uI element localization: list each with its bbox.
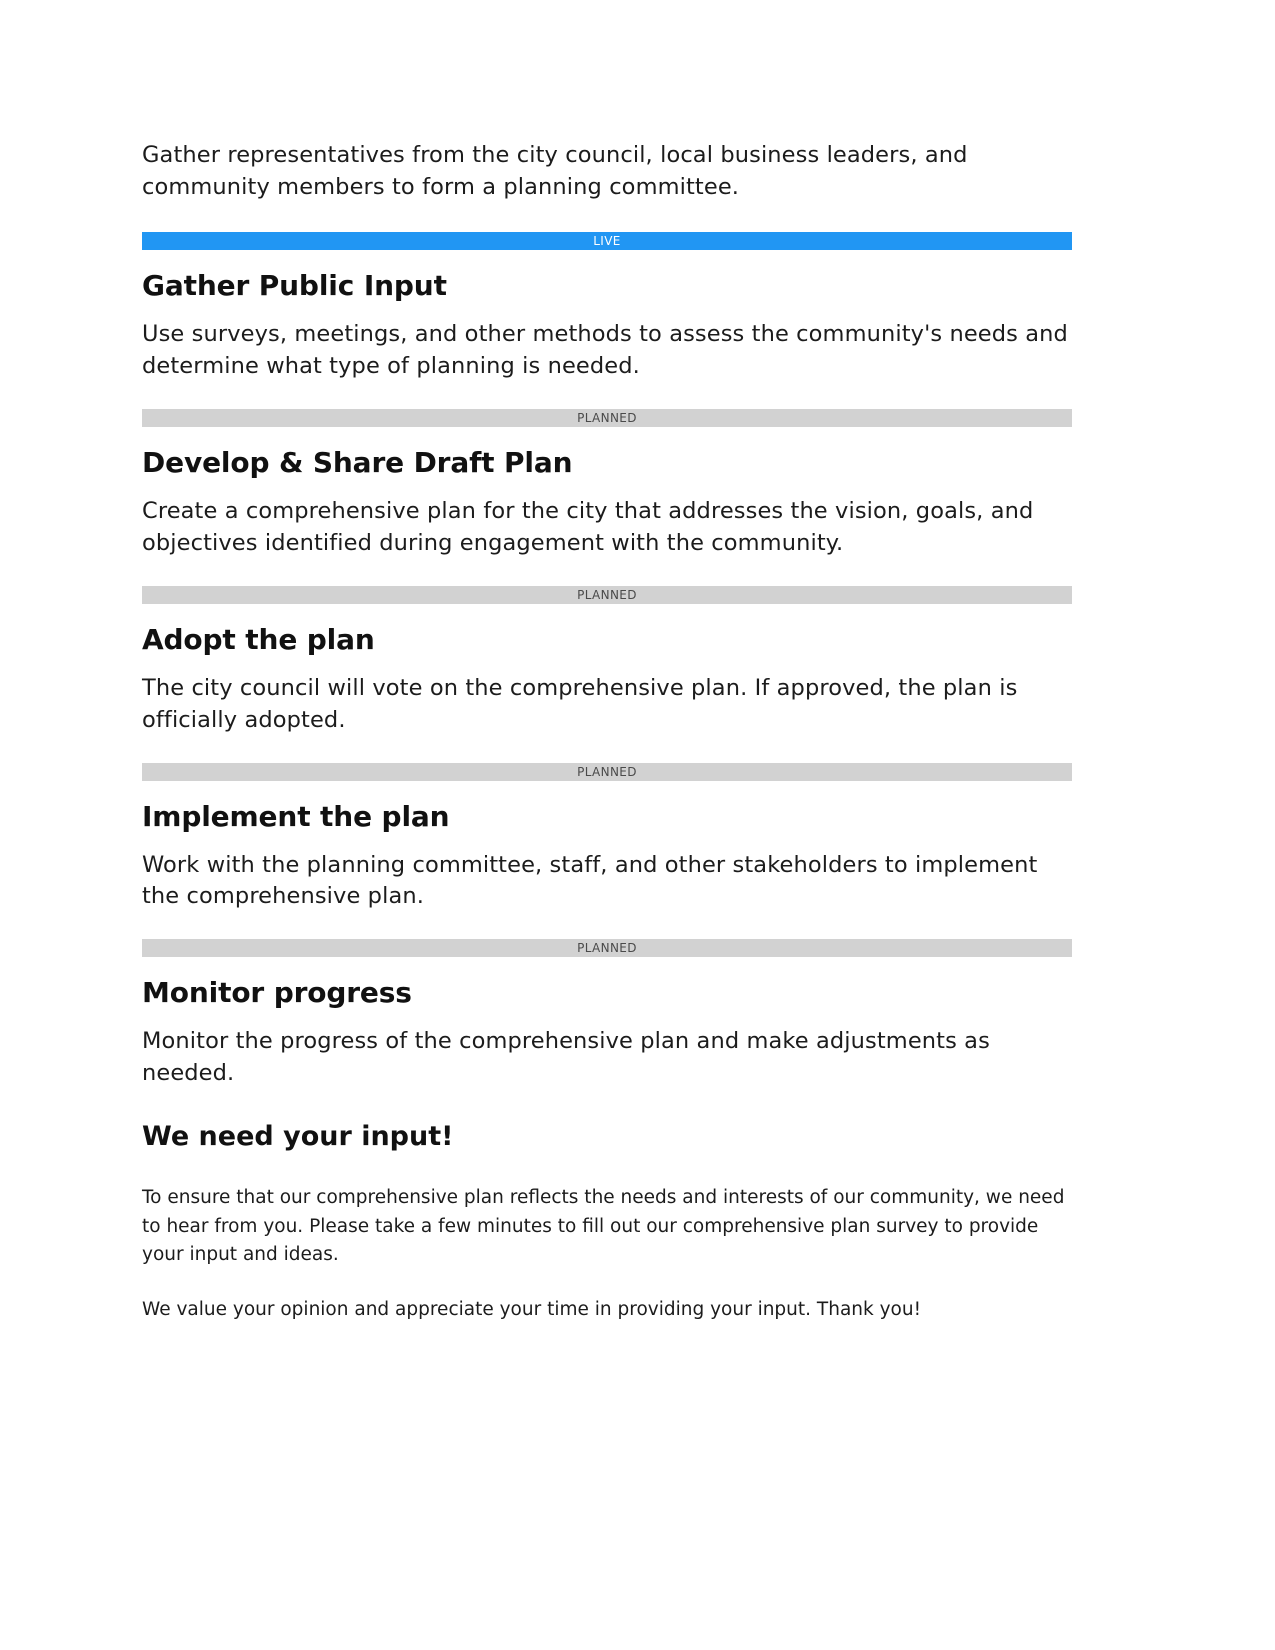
step-title-develop-share-draft-plan: Develop & Share Draft Plan — [142, 445, 573, 479]
spacer — [142, 427, 1072, 445]
spacer — [142, 303, 1072, 319]
document-content — [142, 140, 1072, 1325]
step-title-adopt-the-plan: Adopt the plan — [142, 622, 375, 656]
status-badge-planned — [142, 763, 1072, 781]
step-description: Monitor the progress of the comprehensive plan and make adjustments as needed. — [142, 1028, 990, 1087]
spacer — [142, 250, 1072, 268]
step-description: Create a comprehensive plan for the city that addresses the vision, goals, and objectives identified during engagement with the community. — [142, 497, 1034, 556]
spacer — [142, 957, 1072, 975]
closing-paragraph-2: We value your opinion and appreciate your time in providing your input. Thank you! — [142, 1299, 922, 1321]
spacer — [142, 1270, 1072, 1296]
spacer — [142, 480, 1072, 496]
spacer — [142, 834, 1072, 850]
spacer — [142, 1090, 1072, 1120]
step-title-monitor-progress: Monitor progress — [142, 976, 412, 1010]
spacer — [142, 383, 1072, 409]
status-badge-label: LIVE — [593, 233, 621, 248]
status-badge-planned — [142, 939, 1072, 957]
step-description: The city council will vote on the comprehensive plan. If approved, the plan is officially adopted. — [142, 674, 1018, 733]
spacer — [142, 781, 1072, 799]
step-title-implement-the-plan: Implement the plan — [142, 799, 450, 833]
step-description: Work with the planning committee, staff, and other stakeholders to implement the comprehensive plan. — [142, 851, 1038, 910]
step-title-gather-public-input: Gather Public Input — [142, 268, 447, 302]
status-badge-live — [142, 232, 1072, 250]
spacer — [142, 204, 1072, 232]
spacer — [142, 1154, 1072, 1184]
status-badge-label: PLANNED — [577, 764, 637, 779]
closing-section-title: We need your input! — [142, 1121, 454, 1153]
spacer — [142, 1010, 1072, 1026]
lead-paragraph: Gather representatives from the city council, local business leaders, and community members to form a planning committee. — [142, 142, 968, 200]
status-badge-planned — [142, 586, 1072, 604]
spacer — [142, 737, 1072, 763]
spacer — [142, 604, 1072, 622]
status-badge-label: PLANNED — [577, 941, 637, 956]
status-badge-planned — [142, 409, 1072, 427]
spacer — [142, 913, 1072, 939]
status-badge-label: PLANNED — [577, 410, 637, 425]
closing-paragraph-1: To ensure that our comprehensive plan reflects the needs and interests of our community, we need to hear from you. Please take a few minutes to fill out our comprehensive plan survey to provide your input and ideas. — [142, 1187, 1065, 1266]
spacer — [142, 560, 1072, 586]
step-description: Use surveys, meetings, and other methods to assess the community's needs and determine what type of planning is needed. — [142, 320, 1068, 379]
spacer — [142, 657, 1072, 673]
status-badge-label: PLANNED — [577, 587, 637, 602]
